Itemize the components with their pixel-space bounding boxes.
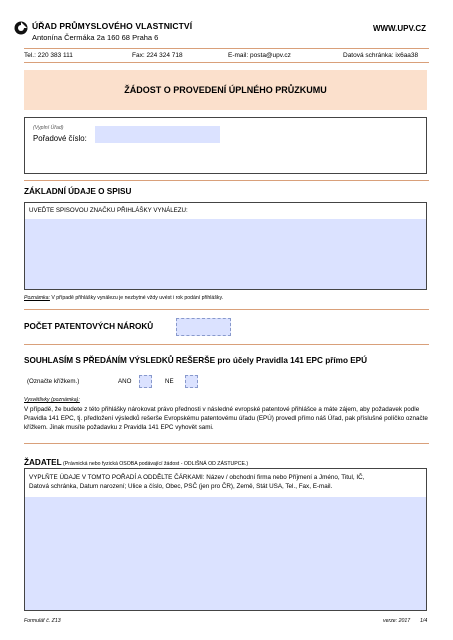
yes-checkbox[interactable] — [139, 375, 152, 388]
basic-note — [24, 295, 223, 301]
no-label: NE — [165, 378, 174, 385]
no-checkbox[interactable] — [185, 375, 198, 388]
page-number: 1/4 — [420, 618, 428, 624]
explanation-text: V případě, že budete z této přihlášky nárokovat právo přednosti v následné evropské patentové přihlášce a máte zájem, aby požadavek podle Pravidla 141 EPC, tj. předložení výsledků rešerše Evropskému patentovému úřadu (EPÚ) provedl přímo náš Úřad, pak příslušné políčko označte křížkem. Jinak musíte požadavku z Pravidla 141 EPC vyhovět sami. — [24, 406, 428, 431]
yes-label: ANO — [118, 378, 132, 385]
applicant-heading-note: (Právnická nebo fyzická OSOBA podávající žádost - ODLIŠNÁ OD ZÁSTUPCE.) — [61, 461, 249, 467]
claims-count-field[interactable] — [176, 318, 231, 336]
contact-divider — [24, 62, 429, 63]
applicant-field[interactable] — [25, 497, 426, 610]
applicant-instructions-1: VYPLŇTE ÚDAJE V TOMTO POŘADÍ A ODDĚLTE ČÁRKAMI: Název / obchodní firma nebo Příjmení a Jméno, Titul, IČ, — [29, 474, 365, 481]
website-link[interactable]: WWW.UPV.CZ — [372, 24, 426, 33]
upv-logo-icon — [14, 21, 28, 35]
contact-fax: Fax: 224 324 718 — [132, 52, 183, 59]
file-number-field[interactable] — [25, 219, 426, 289]
form-version: verze: 2017 — [383, 618, 411, 624]
applicant-heading-title: ŽADATEL — [24, 458, 62, 467]
consent-heading — [24, 356, 367, 365]
file-number-label: UVEĎTE SPISOVOU ZNAČKU PŘIHLÁŠKY VYNÁLEZU: — [29, 207, 188, 214]
basic-section-heading: ZÁKLADNÍ ÚDAJE O SPISU — [24, 187, 132, 196]
section-divider-claims — [24, 309, 429, 310]
form-title: ŽÁDOST O PROVEDENÍ ÚPLNÉHO PRŮZKUMU — [24, 70, 427, 110]
consent-heading-main: SOUHLASÍM S PŘEDÁNÍM VÝSLEDKŮ REŠERŠE — [24, 356, 216, 365]
header-divider — [24, 48, 429, 49]
section-divider-basic — [24, 180, 429, 181]
order-number-field[interactable] — [95, 126, 220, 143]
section-divider-applicant — [24, 443, 429, 444]
section-divider-consent — [24, 344, 429, 345]
file-number-box — [24, 202, 427, 290]
form-number: Formulář č. Z13 — [24, 618, 61, 624]
claims-heading: POČET PATENTOVÝCH NÁROKŮ — [24, 322, 154, 331]
basic-note-text: V případě přihlášky vynálezu je nezbytné vždy uvést i rok podání přihlášky. — [49, 295, 224, 301]
order-number-label: Pořadové číslo: — [33, 134, 87, 143]
org-name: ÚŘAD PRŮMYSLOVÉHO VLASTNICTVÍ — [32, 21, 193, 31]
contact-email[interactable]: E-mail: posta@upv.cz — [228, 52, 291, 59]
contact-tel: Tel.: 220 383 111 — [24, 52, 73, 59]
mark-hint: (Označte křížkem.) — [27, 378, 80, 385]
consent-heading-tail: pro účely Pravidla 141 EPC přímo EPÚ — [215, 356, 368, 365]
applicant-instructions-2: Datová schránka, Datum narození; Ulice a číslo, Obec, PSČ (jen pro ČR), Země, Stát USA, Tel., Fax, E-mail. — [29, 483, 333, 490]
applicant-box — [24, 468, 427, 611]
org-address: Antonína Čermáka 2a 160 68 Praha 6 — [32, 33, 159, 42]
office-box-note: (Vyplní Úřad) — [33, 125, 64, 131]
contact-databox: Datová schránka: ix6aa38 — [343, 52, 419, 59]
office-box — [24, 117, 427, 174]
explanation-label: Vysvětlivky (poznámka): — [24, 397, 80, 403]
basic-note-label: Poznámka: — [24, 295, 50, 301]
